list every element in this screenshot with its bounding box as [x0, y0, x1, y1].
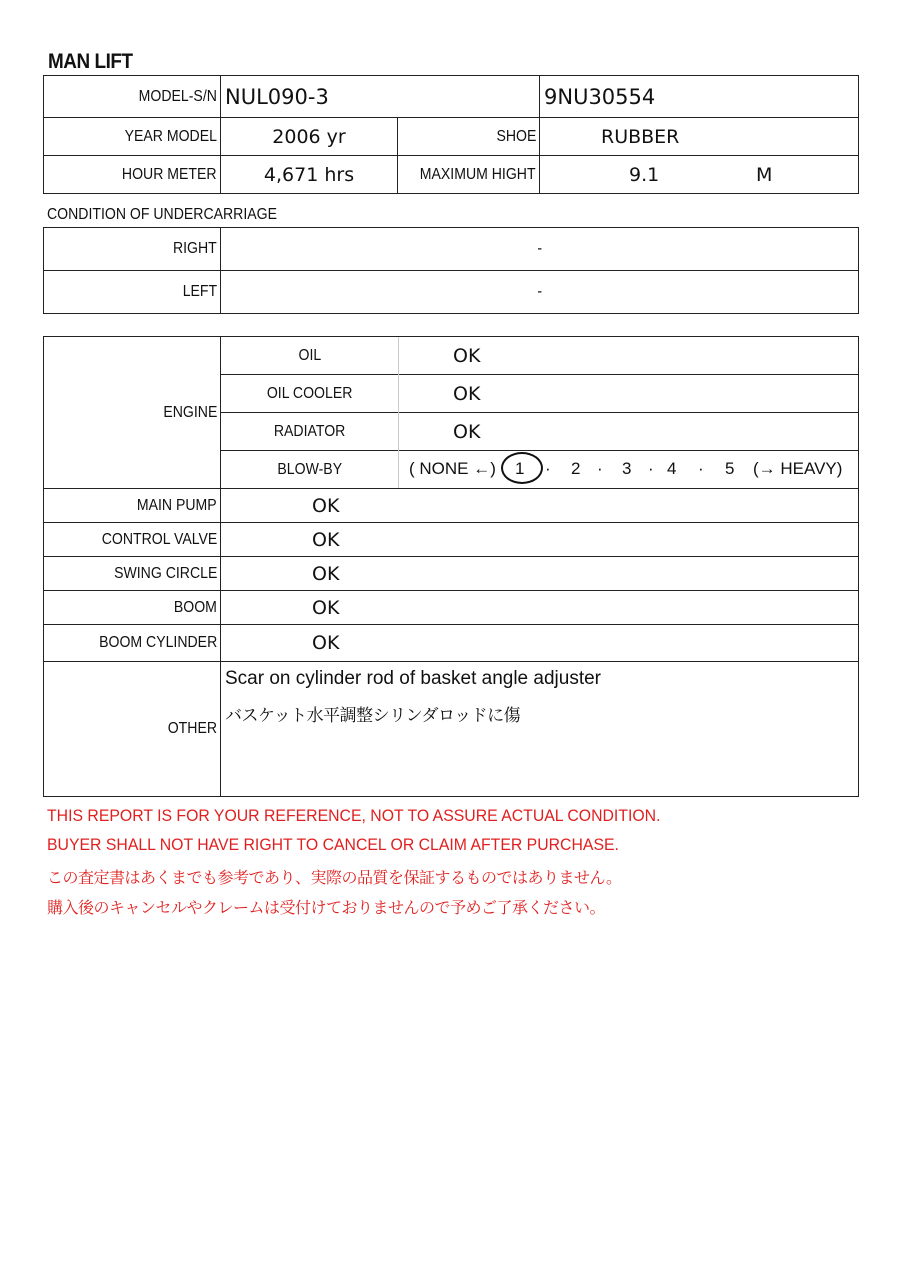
blowby-heavy-label: (→ HEAVY) [753, 459, 843, 478]
control-valve-label: CONTROL VALVE [101, 530, 217, 548]
blowby-separator: · [597, 459, 603, 478]
engine-label: ENGINE [163, 403, 217, 421]
boom-value: OK [312, 596, 340, 619]
max-height-value: 9.1 [629, 163, 660, 186]
shoe-label: SHOE [496, 127, 536, 145]
engine-blowby-label: BLOW-BY [277, 460, 342, 478]
engine-oil-label: OIL [298, 346, 321, 364]
blowby-separator: · [648, 459, 654, 478]
blowby-separator: · [698, 459, 704, 478]
other-note-jp: バスケット水平調整シリンダロッドに傷 [225, 706, 521, 726]
disclaimer-line-4: 購入後のキャンセルやクレームは受付けておりませんので予めご了承ください。 [47, 898, 606, 917]
engine-oil-cooler-label: OIL COOLER [266, 384, 353, 402]
model-value: NUL090-3 [225, 84, 329, 109]
serial-value: 9NU30554 [544, 84, 656, 109]
hour-meter-value: 4,671 hrs [263, 163, 355, 186]
undercarriage-right-label: RIGHT [173, 240, 217, 257]
disclaimer-line-1: THIS REPORT IS FOR YOUR REFERENCE, NOT TO ASSURE ACTUAL CONDITION. [47, 806, 661, 825]
boom-cylinder-label: BOOM CYLINDER [98, 634, 217, 651]
boom-label: BOOM [173, 598, 217, 616]
blowby-separator: · [545, 459, 551, 478]
year-model-label: YEAR MODEL [124, 127, 217, 145]
hour-meter-label: HOUR METER [122, 165, 217, 183]
boom-cylinder-value: OK [312, 632, 340, 654]
document-title: MAN LIFT [48, 50, 133, 73]
engine-radiator-value: OK [453, 420, 481, 443]
main-pump-value: OK [312, 494, 340, 517]
swing-circle-value: OK [312, 562, 340, 585]
shoe-value: RUBBER [601, 125, 680, 148]
max-height-label: MAXIMUM HIGHT [420, 165, 536, 183]
disclaimer-line-2: BUYER SHALL NOT HAVE RIGHT TO CANCEL OR CLAIM AFTER PURCHASE. [47, 835, 619, 854]
undercarriage-right-value: - [537, 240, 542, 257]
engine-oil-value: OK [453, 344, 481, 367]
main-pump-label: MAIN PUMP [137, 496, 217, 514]
blowby-level-2: 2 [571, 459, 581, 478]
blowby-level-1: 1 [515, 459, 525, 478]
other-label: OTHER [167, 720, 217, 737]
max-height-unit: M [756, 163, 773, 186]
blowby-level-5: 5 [725, 459, 735, 478]
swing-circle-label: SWING CIRCLE [113, 564, 217, 582]
blowby-level-4: 4 [667, 459, 677, 478]
blowby-selected-circle [501, 452, 543, 484]
undercarriage-left-label: LEFT [182, 283, 217, 300]
year-model-value: 2006 yr [272, 125, 346, 148]
undercarriage-heading: CONDITION OF UNDERCARRIAGE [47, 206, 277, 223]
blowby-level-3: 3 [622, 459, 632, 478]
model-sn-label: MODEL-S/N [138, 87, 217, 105]
undercarriage-left-value: - [537, 283, 542, 300]
control-valve-value: OK [312, 528, 340, 551]
engine-radiator-label: RADIATOR [273, 422, 346, 440]
other-note-en: Scar on cylinder rod of basket angle adjuster [225, 668, 601, 689]
engine-oil-cooler-value: OK [453, 382, 481, 405]
blowby-none-label: ( NONE ←) [409, 459, 496, 478]
disclaimer-line-3: この査定書はあくまでも参考であり、実際の品質を保証するものではありません。 [47, 868, 622, 887]
